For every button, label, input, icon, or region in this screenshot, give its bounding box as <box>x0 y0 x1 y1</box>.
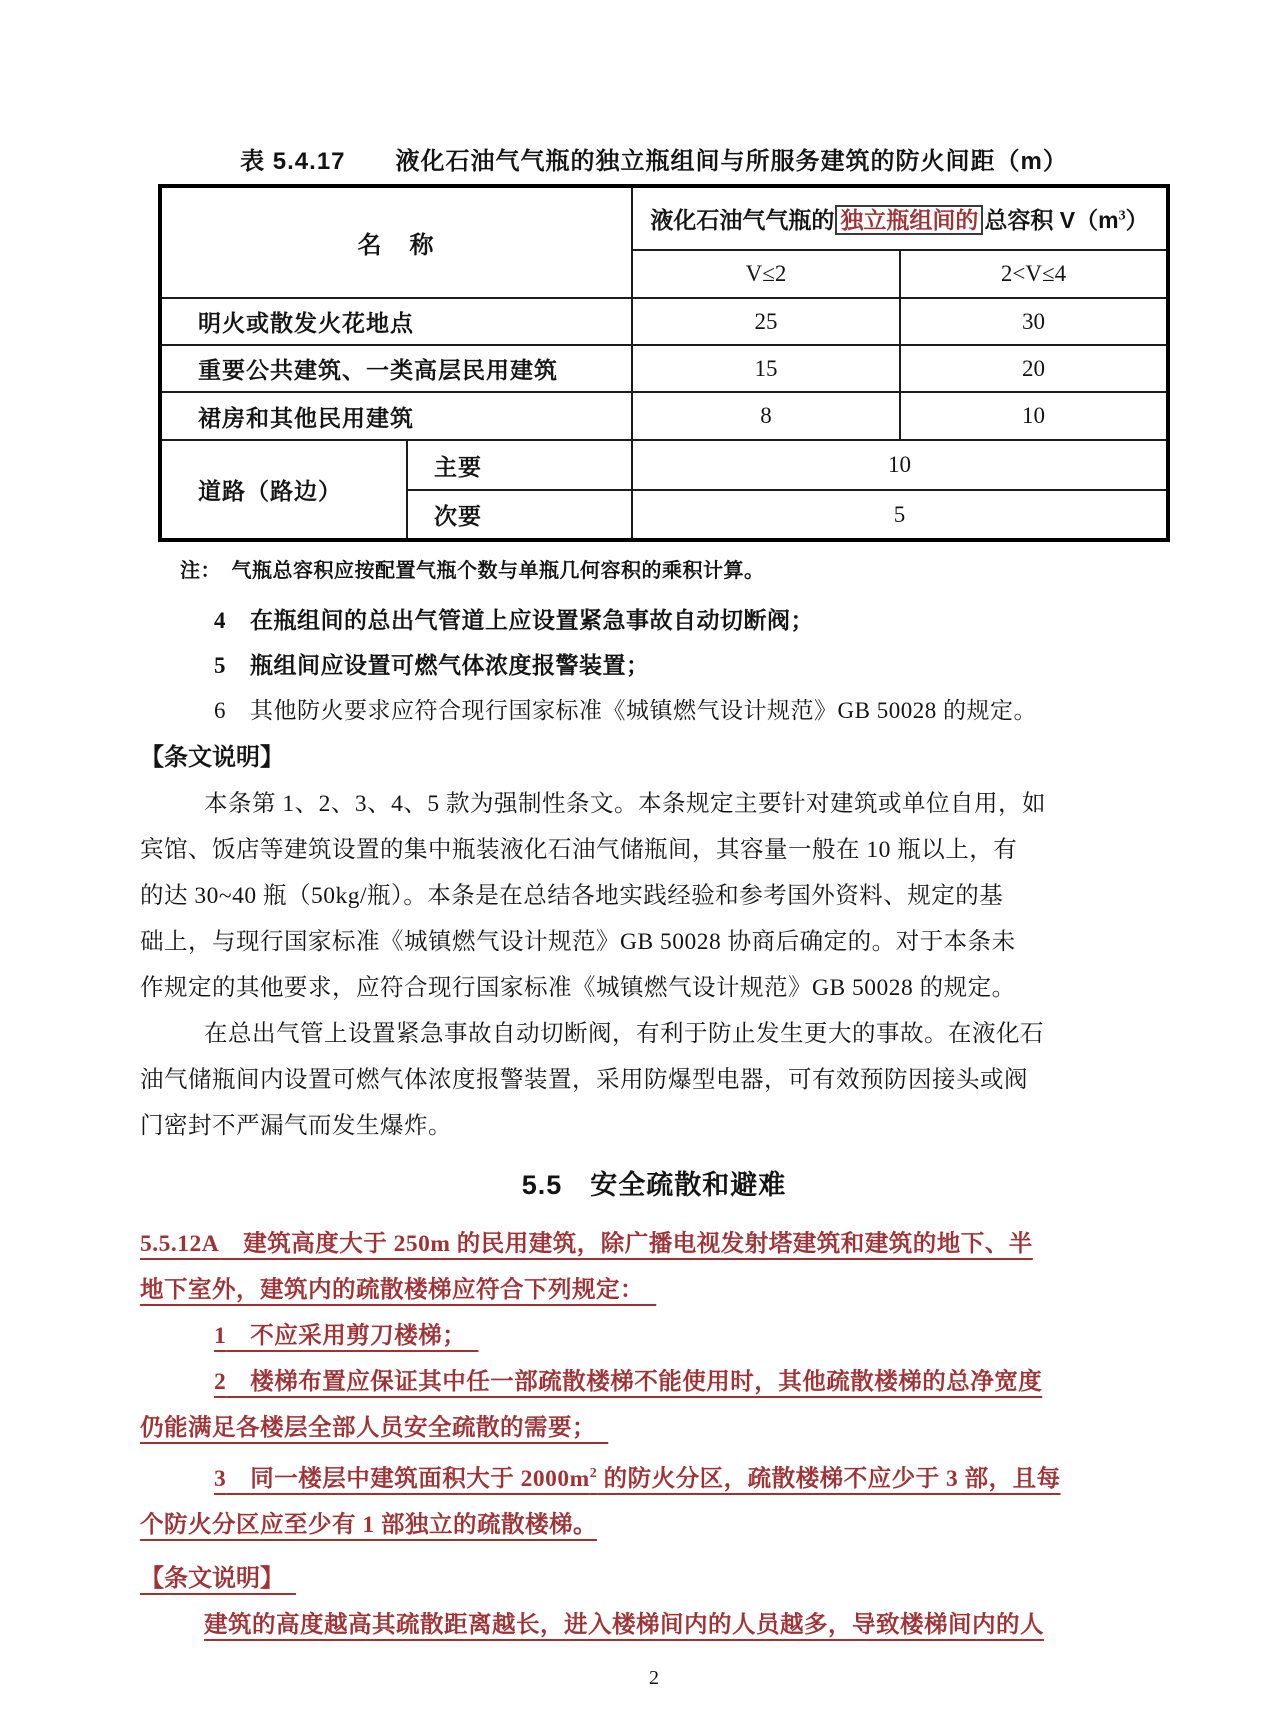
explanation-paragraph-2 <box>140 1011 1168 1149</box>
header-name-cell: 名 称 <box>160 186 632 298</box>
amendment-clause-text: 建筑高度大于 250m 的民用建筑，除广播电视发射塔建筑和建筑的地下、半 <box>219 1231 1033 1257</box>
road-label-cell: 道路（路边） <box>160 440 407 540</box>
clause-5-text: 瓶组间应设置可燃气体浓度报警装置； <box>250 652 650 678</box>
table-row <box>160 440 1168 490</box>
row-label: 明火或散发火花地点 <box>160 298 632 345</box>
amendment-block <box>140 1221 1168 1648</box>
amendment-item-3-superscript: 2 <box>589 1466 598 1481</box>
amendment-item-3-continuation: 个防火分区应至少有 1 部独立的疏散楼梯。 <box>140 1511 597 1538</box>
row-value-2: 10 <box>900 392 1168 440</box>
amendment-explanation-header: 【条文说明】 <box>140 1564 296 1592</box>
table-row <box>160 298 1168 345</box>
road-value: 5 <box>632 490 1168 540</box>
explanation-paragraph-1 <box>140 781 1168 1011</box>
capacity-superscript: 3 <box>1118 208 1126 224</box>
page-number: 2 <box>649 1666 659 1689</box>
amendment-explanation-line: 建筑的高度越高其疏散距离越长，进入楼梯间内的人员越多，导致楼梯间内的人 <box>204 1611 1044 1638</box>
amendment-clause-line-1 <box>140 1221 1168 1267</box>
text-line: 宾馆、饭店等建筑设置的集中瓶装液化石油气储瓶间，其容量一般在 10 瓶以上，有 <box>140 837 1018 863</box>
clause-4-text: 在瓶组间的总出气管道上应设置紧急事故自动切断阀； <box>250 607 814 633</box>
amendment-item-2-continuation: 仍能满足各楼层全部人员安全疏散的需要； <box>140 1415 609 1441</box>
header-range-v4: 2<V≤4 <box>900 250 1168 298</box>
clause-6 <box>140 688 1168 733</box>
table-row <box>160 345 1168 392</box>
amendment-clause-line-2: 地下室外，建筑内的疏散楼梯应符合下列规定： <box>140 1277 657 1303</box>
explanation-header: 【条文说明】 <box>140 744 284 771</box>
amendment-item-1 <box>140 1313 1168 1359</box>
row-value-2: 20 <box>900 345 1168 392</box>
text-line: 本条第 1、2、3、4、5 款为强制性条文。本条规定主要针对建筑或单位自用，如 <box>204 791 1046 817</box>
amendment-clause-number: 5.5.12A <box>140 1231 220 1257</box>
road-value: 10 <box>632 440 1168 490</box>
clause-6-number: 6 <box>214 698 226 723</box>
clause-6-text: 其他防火要求应符合现行国家标准《城镇燃气设计规范》GB 50028 的规定。 <box>250 698 1037 723</box>
road-sub-label: 主要 <box>407 440 632 490</box>
table-footnote: 注： 气瓶总容积应按配置气瓶个数与单瓶几何容积的乘积计算。 <box>180 560 765 582</box>
capacity-suffix: 总容积 V（m <box>984 207 1119 233</box>
section-5-5-heading: 5.5 安全疏散和避难 <box>521 1170 787 1200</box>
fire-separation-table <box>158 184 1170 542</box>
amendment-item-3-number: 3 <box>214 1465 227 1492</box>
road-sub-label: 次要 <box>407 490 632 540</box>
text-line: 础上，与现行国家标准《城镇燃气设计规范》GB 50028 协商后确定的。对于本条未 <box>140 929 1016 955</box>
table-title: 表 5.4.17 液化石油气气瓶的独立瓶组间与所服务建筑的防火间距（m） <box>240 148 1068 175</box>
clause-4 <box>140 598 1168 643</box>
row-value-1: 25 <box>632 298 900 345</box>
row-label: 裙房和其他民用建筑 <box>160 392 632 440</box>
amendment-item-1-number: 1 <box>214 1323 227 1349</box>
text-line: 油气储瓶间内设置可燃气体浓度报警装置，采用防爆型电器，可有效预防因接头或阀 <box>140 1067 1028 1093</box>
text-line: 门密封不严漏气而发生爆炸。 <box>140 1113 452 1139</box>
amendment-item-2-text: 楼梯布置应保证其中任一部疏散楼梯不能使用时，其他疏散楼梯的总净宽度 <box>226 1369 1043 1395</box>
header-capacity-cell <box>632 186 1168 250</box>
amendment-item-3-text-end: 的防火分区，疏散楼梯不应少于 3 部，且每 <box>597 1465 1061 1492</box>
row-value-1: 8 <box>632 392 900 440</box>
capacity-prefix: 液化石油气气瓶的 <box>650 207 835 233</box>
clause-4-number: 4 <box>214 608 226 633</box>
table-row <box>160 392 1168 440</box>
amendment-item-2 <box>140 1359 1168 1405</box>
row-value-1: 15 <box>632 345 900 392</box>
clause-5 <box>140 643 1168 688</box>
text-line: 在总出气管上设置紧急事故自动切断阀，有利于防止发生更大的事故。在液化石 <box>204 1021 1044 1047</box>
clause-list <box>140 598 1168 733</box>
clause-5-number: 5 <box>214 653 226 678</box>
text-line: 的达 30~40 瓶（50kg/瓶）。本条是在总结各地实践经验和参考国外资料、规定的基 <box>140 883 1004 909</box>
capacity-boxed-revision: 独立瓶组间的 <box>835 205 983 235</box>
row-label: 重要公共建筑、一类高层民用建筑 <box>160 345 632 392</box>
amendment-item-3-text: 同一楼层中建筑面积大于 2000m <box>226 1465 590 1492</box>
capacity-close-paren: ） <box>1125 207 1149 233</box>
header-range-v2: V≤2 <box>632 250 900 298</box>
text-line: 作规定的其他要求，应符合现行国家标准《城镇燃气设计规范》GB 50028 的规定。 <box>140 975 1016 1001</box>
row-value-2: 30 <box>900 298 1168 345</box>
amendment-item-3 <box>140 1451 1168 1502</box>
amendment-item-1-text: 不应采用剪刀楼梯； <box>226 1323 479 1349</box>
amendment-item-2-number: 2 <box>214 1369 227 1395</box>
